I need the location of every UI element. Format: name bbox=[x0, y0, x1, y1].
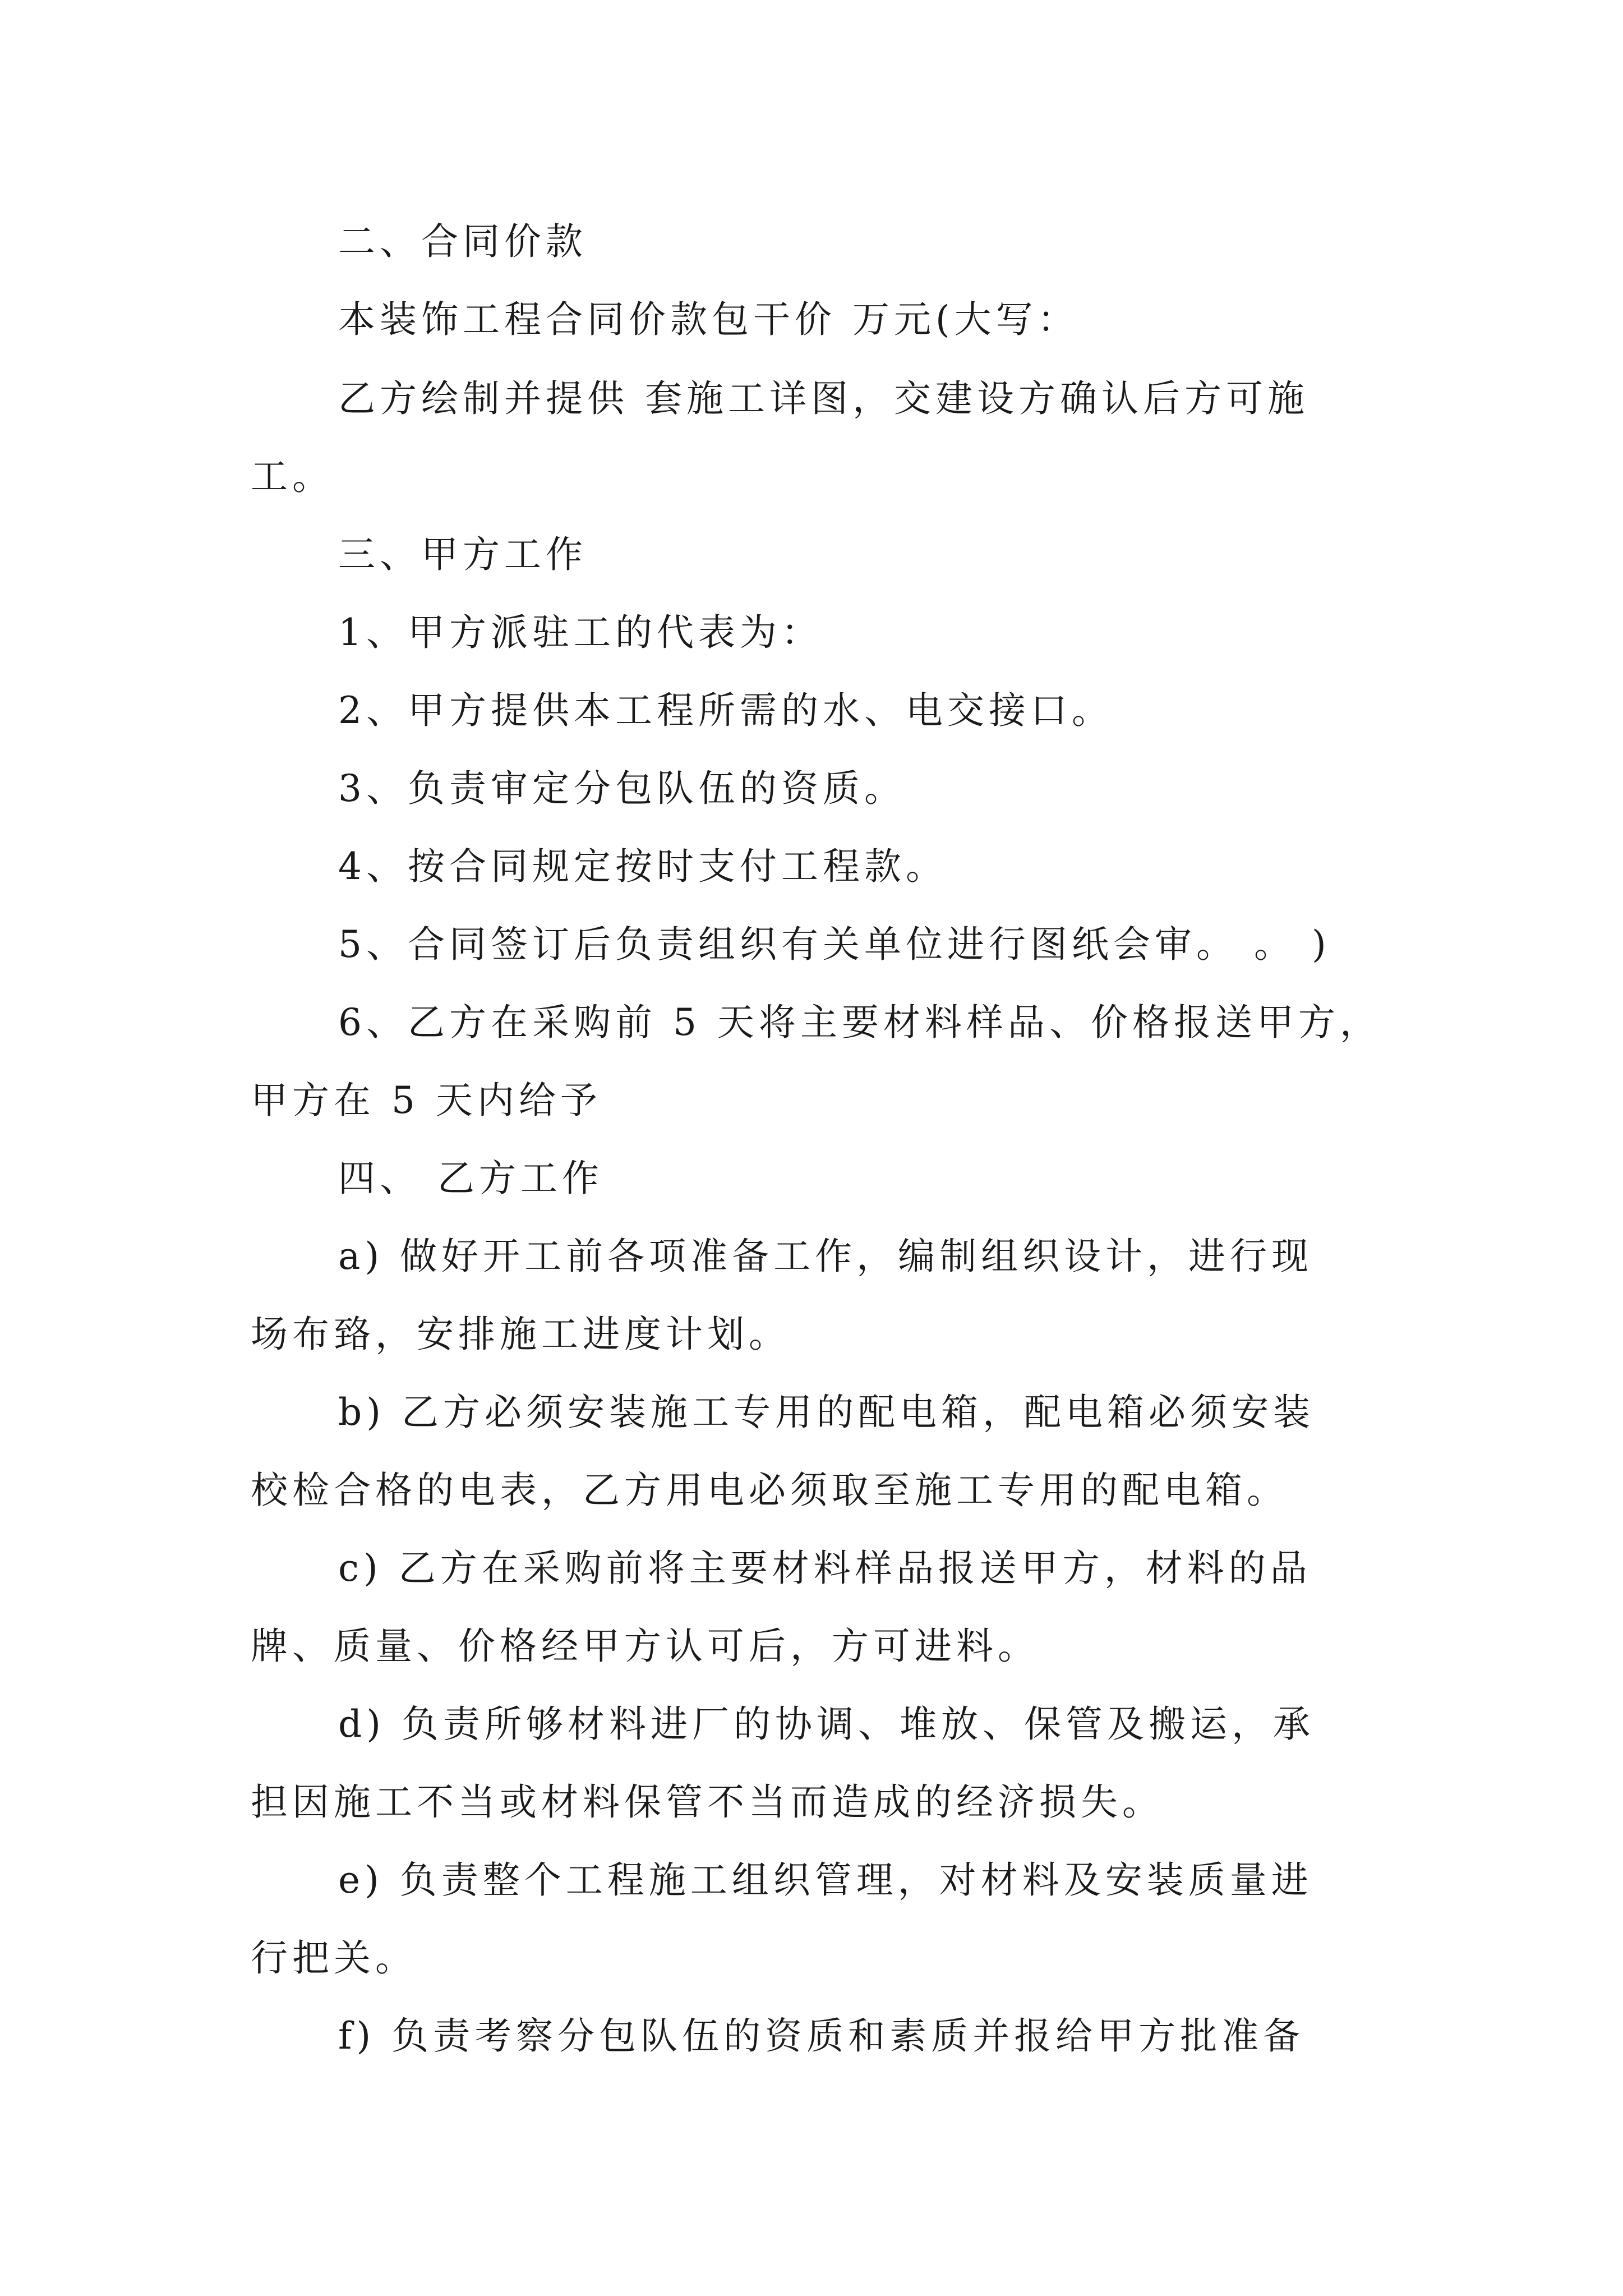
list-item: 3、负责审定分包队伍的资质。 bbox=[338, 767, 906, 810]
list-item: 行把关。 bbox=[251, 1936, 417, 1980]
section-heading: 四、 乙方工作 bbox=[338, 1157, 603, 1200]
list-item: b) 乙方必须安装施工专用的配电箱，配电箱必须安装 bbox=[338, 1391, 1315, 1434]
paragraph-line: 本装饰工程合同价款包干价 万元(大写： bbox=[338, 298, 1079, 341]
list-item: 甲方在 5 天内给予 bbox=[251, 1079, 602, 1122]
list-item: 场布臵，安排施工进度计划。 bbox=[251, 1313, 790, 1356]
list-item: 1、甲方派驻工的代表为： bbox=[338, 611, 823, 654]
section-heading: 二、合同价款 bbox=[338, 220, 587, 263]
list-item: 牌、质量、价格经甲方认可后，方可进料。 bbox=[251, 1625, 1039, 1668]
list-item: 校检合格的电表，乙方用电必须取至施工专用的配电箱。 bbox=[251, 1469, 1288, 1512]
paragraph-line: 工。 bbox=[251, 455, 334, 498]
list-item: 4、按合同规定按时支付工程款。 bbox=[338, 845, 947, 888]
list-item: a) 做好开工前各项准备工作，编制组织设计，进行现 bbox=[338, 1235, 1313, 1278]
section-heading: 三、甲方工作 bbox=[338, 533, 587, 576]
list-item: 2、甲方提供本工程所需的水、电交接口。 bbox=[338, 689, 1113, 732]
list-item: d) 负责所够材料进厂的协调、堆放、保管及搬运，承 bbox=[338, 1703, 1315, 1746]
list-item: 5、合同签订后负责组织有关单位进行图纸会审。 。 ) bbox=[338, 923, 1331, 966]
list-item: e) 负责整个工程施工组织管理，对材料及安装质量进 bbox=[338, 1858, 1313, 1902]
list-item: 6、乙方在采购前 5 天将主要材料样品、价格报送甲方， bbox=[338, 1001, 1381, 1044]
list-item: c) 乙方在采购前将主要材料样品报送甲方，材料的品 bbox=[338, 1547, 1312, 1590]
list-item: 担因施工不当或材料保管不当而造成的经济损失。 bbox=[251, 1780, 1164, 1824]
list-item: f) 负责考察分包队伍的资质和素质并报给甲方批准备 bbox=[338, 2014, 1305, 2058]
paragraph-line: 乙方绘制并提供 套施工详图，交建设方确认后方可施 bbox=[338, 377, 1309, 420]
